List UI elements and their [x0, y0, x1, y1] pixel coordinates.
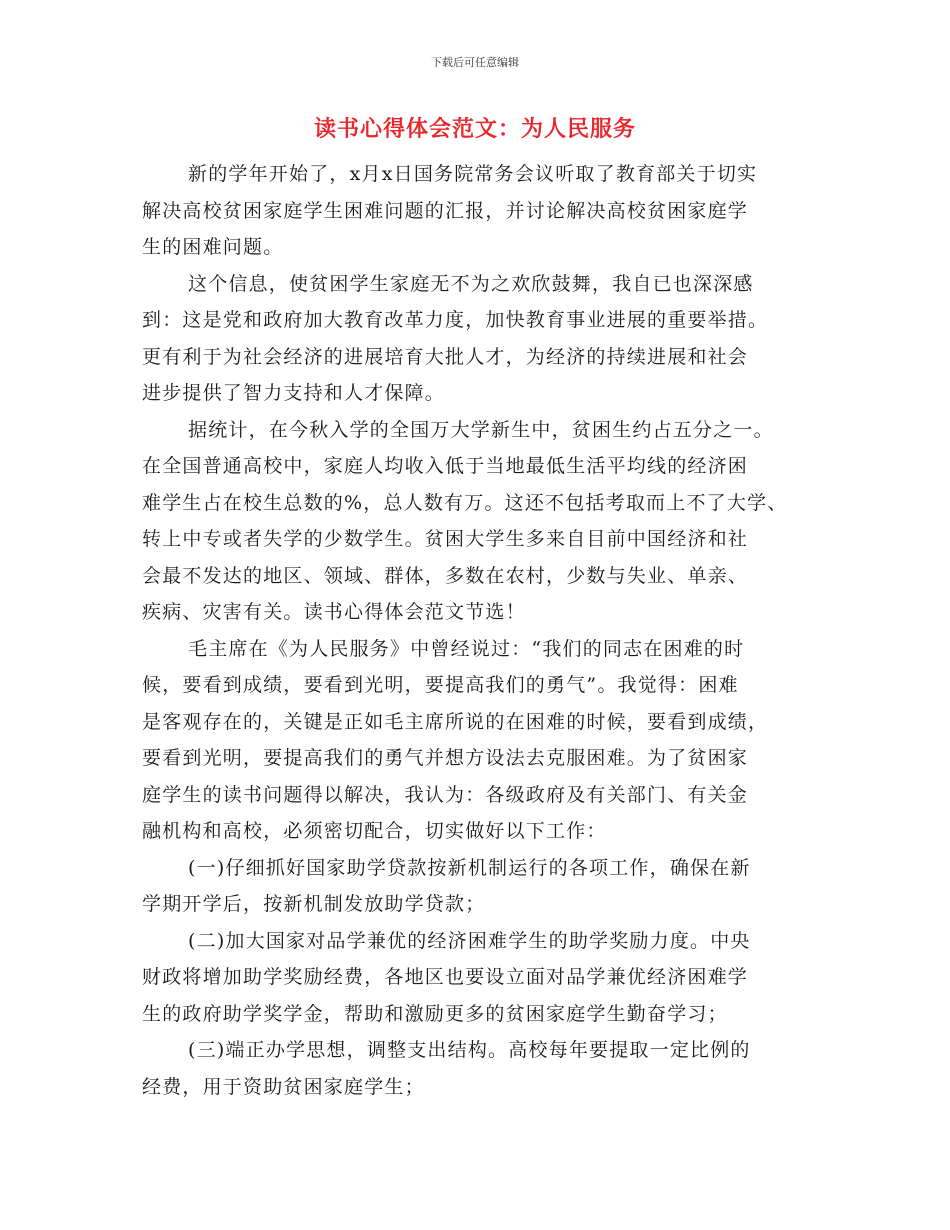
- paragraph-line: 候，要看到成绩，要看到光明，要提高我们的勇气”。我觉得：困难: [142, 674, 739, 696]
- paragraph-line: 会最不发达的地区、领域、群体，多数在农村，少数与失业、单亲、: [142, 564, 749, 587]
- paragraph-line: 更有利于为社会经济的进展培育大批人才，为经济的持续进展和社会: [142, 345, 749, 368]
- paragraph-line: 转上中专或者失学的少数学生。贫困大学生多来自目前中国经济和社: [142, 528, 749, 550]
- paragraph-line: 这个信息，使贫困学生家庭无不为之欢欣鼓舞，我自已也深深感: [188, 272, 754, 295]
- paragraph-line: 经费，用于资助贫困家庭学生；: [142, 1075, 425, 1098]
- paragraph-line: 融机构和高校，必须密切配合，切实做好以下工作：: [142, 820, 607, 842]
- header-note: 下载后可任意编辑: [431, 56, 519, 69]
- paragraph: [142, 631, 822, 850]
- paragraph-line: 庭学生的读书问题得以解决，我认为：各级政府及有关部门、有关金: [142, 783, 749, 806]
- paragraph: [142, 156, 822, 266]
- paragraph-line: 要看到光明，要提高我们的勇气并想方设法去克服困难。为了贫困家: [142, 747, 749, 769]
- paragraph: [142, 850, 822, 923]
- paragraph-line: (一)仔细抓好国家助学贷款按新机制运行的各项工作，确保在新: [188, 856, 751, 879]
- paragraph-line: 生的政府助学奖学金，帮助和激励更多的贫困家庭学生勤奋学习；: [142, 1002, 728, 1025]
- paragraph-line: 毛主席在《为人民服务》中曾经说过：“我们的同志在困难的时: [188, 637, 745, 660]
- paragraph-line: (二)加大国家对品学兼优的经济困难学生的助学奖励力度。中央: [188, 929, 751, 952]
- paragraph-line: 到：这是党和政府加大教育改革力度，加快教育事业进展的重要举措。: [142, 309, 769, 331]
- paragraph-line: 财政将增加助学奖励经费，各地区也要设立面对品学兼优经济困难学: [142, 966, 749, 988]
- paragraph-line: 进步提供了智力支持和人才保障。: [142, 382, 446, 404]
- paragraph-line: 是客观存在的，关键是正如毛主席所说的在困难的时候，要看到成绩，: [142, 710, 769, 733]
- paragraph-line: 学期开学后，按新机制发放助学贷款；: [142, 893, 486, 915]
- paragraph: [142, 1032, 822, 1105]
- paragraph-line: 新的学年开始了，x月x日国务院常务会议听取了教育部关于切实: [188, 163, 758, 185]
- paragraph-line: 在全国普通高校中，家庭人均收入低于当地最低生活平均线的经济困: [142, 455, 749, 477]
- paragraph-line: 疾病、灾害有关。读书心得体会范文节选！: [142, 601, 526, 623]
- document-body: [142, 156, 822, 1105]
- paragraph: [142, 412, 822, 631]
- paragraph-line: (三)端正办学思想，调整支出结构。高校每年要提取一定比例的: [188, 1039, 751, 1061]
- paragraph-line: 难学生占在校生总数的%，总人数有万。这还不包括考取而上不了大学、: [142, 491, 788, 514]
- paragraph: [142, 266, 822, 412]
- paragraph-line: 生的困难问题。: [142, 236, 284, 258]
- paragraph-line: 解决高校贫困家庭学生困难问题的汇报，并讨论解决高校贫困家庭学: [142, 199, 749, 222]
- paragraph-line: 据统计，在今秋入学的全国万大学新生中，贫困生约占五分之一。: [188, 418, 774, 441]
- paragraph: [142, 923, 822, 1033]
- page-title: 读书心得体会范文：为人民服务: [313, 117, 636, 142]
